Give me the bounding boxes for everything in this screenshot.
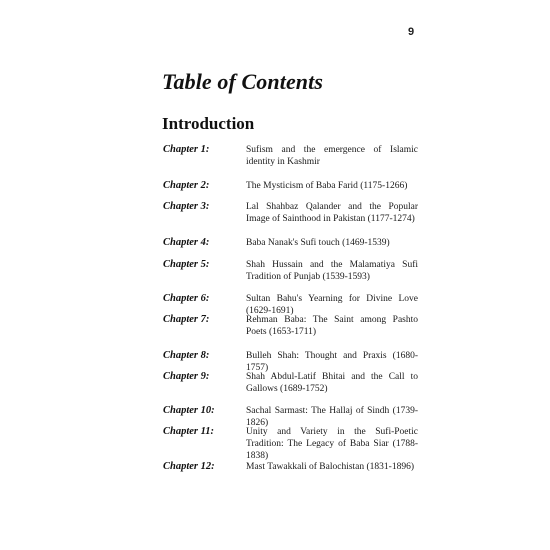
chapter-title: Baba Nanak's Sufi touch (1469-1539) bbox=[246, 238, 390, 248]
chapter-label: Chapter 1: bbox=[163, 144, 210, 155]
chapter-label: Chapter 7: bbox=[163, 314, 210, 325]
toc-entry-chapter-7 bbox=[163, 314, 418, 338]
chapter-title: Sachal Sarmast: The Hallaj of Sindh (1739-1826) bbox=[246, 406, 418, 428]
toc-entry-chapter-3 bbox=[163, 201, 418, 225]
chapter-label: Chapter 10: bbox=[163, 405, 215, 416]
chapter-label: Chapter 3: bbox=[163, 201, 210, 212]
chapter-label: Chapter 5: bbox=[163, 259, 210, 270]
chapter-label: Chapter 9: bbox=[163, 371, 210, 382]
toc-entry-chapter-2 bbox=[163, 180, 418, 192]
chapter-title: Mast Tawakkali of Balochistan (1831-1896) bbox=[246, 462, 415, 472]
chapter-title: Rehman Baba: The Saint among Pashto Poets (1653-1711) bbox=[246, 315, 418, 337]
chapter-title: Bulleh Shah: Thought and Praxis (1680-1757) bbox=[246, 351, 418, 373]
toc-entry-chapter-5 bbox=[163, 259, 418, 283]
toc-entry-chapter-9 bbox=[163, 371, 418, 395]
toc-entry-chapter-12 bbox=[163, 461, 418, 473]
toc-entry-chapter-1 bbox=[163, 144, 418, 168]
chapter-label: Chapter 6: bbox=[163, 293, 210, 304]
chapter-label: Chapter 4: bbox=[163, 237, 210, 248]
page-number: 9 bbox=[408, 26, 415, 38]
chapter-title: Sultan Bahu's Yearning for Divine Love (1629-1691) bbox=[246, 294, 418, 316]
chapter-label: Chapter 11: bbox=[163, 426, 215, 437]
chapter-label: Chapter 2: bbox=[163, 180, 210, 191]
toc-entry-chapter-11 bbox=[163, 426, 418, 462]
chapter-label: Chapter 12: bbox=[163, 461, 215, 472]
page-title: Table of Contents bbox=[162, 69, 324, 94]
chapter-label: Chapter 8: bbox=[163, 350, 210, 361]
toc-entry-chapter-4 bbox=[163, 237, 418, 249]
introduction-heading: Introduction bbox=[162, 114, 255, 133]
chapter-title: Sufism and the emergence of Islamic identity in Kashmir bbox=[246, 145, 418, 167]
chapter-title: The Mysticism of Baba Farid (1175-1266) bbox=[246, 181, 408, 191]
chapter-title: Lal Shahbaz Qalander and the Popular Image of Sainthood in Pakistan (1177-1274) bbox=[246, 202, 418, 224]
chapter-title: Shah Hussain and the Malamatiya Sufi Tradition of Punjab (1539-1593) bbox=[246, 260, 418, 282]
chapter-title: Unity and Variety in the Sufi-Poetic Tradition: The Legacy of Baba Siar (1788-1838) bbox=[246, 427, 418, 461]
chapter-title: Shah Abdul-Latif Bhitai and the Call to Gallows (1689-1752) bbox=[246, 372, 418, 394]
